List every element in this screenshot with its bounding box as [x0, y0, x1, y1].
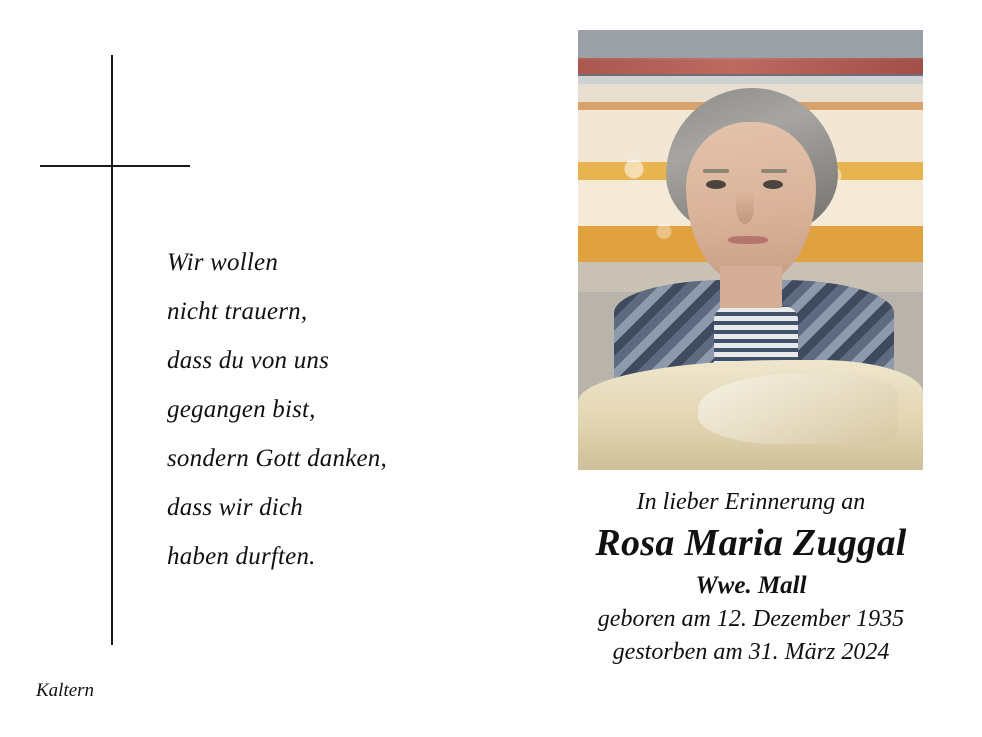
portrait-mouth: [728, 236, 768, 244]
portrait-photo-image: [578, 30, 923, 470]
verse-line: Wir wollen: [167, 249, 279, 276]
portrait-eyebrow-left: [703, 169, 729, 173]
right-column: [520, 0, 982, 737]
portrait-nose: [736, 192, 754, 224]
place-label: Kaltern: [36, 680, 95, 701]
verse-line: dass du von uns: [167, 347, 330, 374]
verse-line: dass wir dich: [167, 494, 303, 521]
death-date: gestorben am 31. März 2024: [612, 639, 890, 665]
cross-vertical-bar: [111, 55, 113, 645]
portrait-neck: [720, 266, 782, 308]
photo-background-band: [578, 58, 923, 74]
portrait-blanket-fold: [698, 374, 898, 444]
portrait-eye-right: [763, 180, 783, 189]
cross-horizontal-bar: [40, 165, 190, 167]
portrait-eyebrow-right: [761, 169, 787, 173]
verse-line: sondern Gott danken,: [167, 445, 387, 472]
verse-line: nicht trauern,: [167, 298, 308, 325]
verse-text: [167, 238, 497, 581]
memorial-text-block: [520, 487, 982, 669]
verse-line: gegangen bist,: [167, 396, 316, 423]
memorial-intro: In lieber Erinnerung an: [636, 489, 866, 515]
deceased-name: Rosa Maria Zuggal: [595, 522, 907, 564]
verse-line: haben durften.: [167, 543, 316, 570]
birth-date: geboren am 12. Dezember 1935: [597, 606, 905, 632]
portrait-eye-left: [706, 180, 726, 189]
deceased-widow-name: Wwe. Mall: [695, 572, 807, 599]
portrait-photo: [578, 30, 923, 470]
